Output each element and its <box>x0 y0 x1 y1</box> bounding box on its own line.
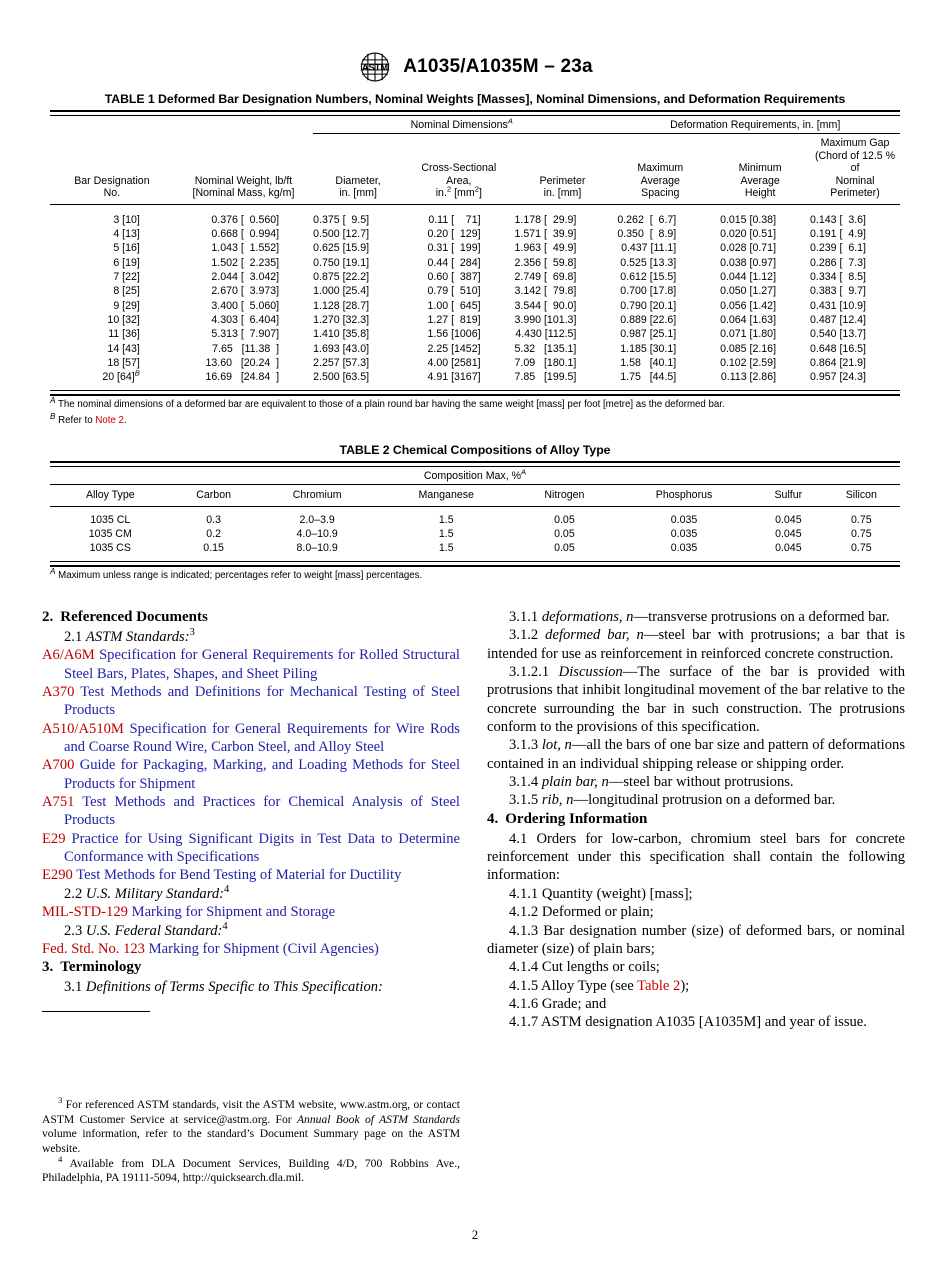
table-cell: 0.045 <box>775 513 802 526</box>
table-2-column-header: Manganese <box>418 489 474 501</box>
table-row <box>50 313 900 327</box>
table-cell: 0.038 [0.97] <box>720 256 777 269</box>
table-cell: 5.32 [135.1] <box>514 342 577 355</box>
table-1-block <box>50 92 900 428</box>
reference-name[interactable]: Marking for Shipment (Civil Agencies) <box>148 940 379 957</box>
reference-item[interactable] <box>42 683 460 720</box>
reference-item[interactable] <box>42 793 460 830</box>
definition-term: plain bar, n <box>541 774 609 791</box>
definition-item <box>487 663 905 736</box>
definition-item <box>487 791 905 809</box>
reference-id[interactable]: E29 <box>42 830 66 847</box>
reference-name[interactable]: Test Methods and Practices for Chemical Analysis of Steel Products <box>64 794 460 829</box>
table-cell: 0.056 [1.42] <box>720 299 777 312</box>
reference-name[interactable]: Test Methods for Bend Testing of Material for Ductility <box>72 867 402 884</box>
ordering-item-text: Bar designation number (size) of deformed bars, or nominal diameter (size) of plain bars; <box>487 922 905 957</box>
definition-number: 3.1.1 <box>509 609 542 625</box>
ordering-item <box>487 885 905 903</box>
table-2-column-header: Sulfur <box>774 489 803 501</box>
table-row <box>50 213 900 227</box>
reference-id[interactable]: A370 <box>42 684 75 701</box>
table-cell: 7.09 [180.1] <box>514 356 577 369</box>
table-1-group-header-row <box>50 116 900 134</box>
ordering-item-text: Cut lengths or coils; <box>541 959 660 976</box>
table-cell: 0.750 [19.1] <box>313 256 370 269</box>
table-1 <box>50 110 900 396</box>
table-cell: 5 [16] <box>113 242 140 255</box>
section-4-heading: 4. Ordering Information <box>487 810 648 827</box>
table-cell: 16.69 [24.84 ] <box>205 371 280 384</box>
table-2-column-header: Phosphorus <box>655 489 713 501</box>
definition-text: —all the bars of one bar size and pattern of deformations contained in an individual shipping release or shipping order. <box>487 737 906 772</box>
footnote-divider <box>42 1011 150 1012</box>
table-row <box>50 241 900 255</box>
col-maximum-average-spacing: Maximum Average Spacing <box>637 162 684 199</box>
table-cell: 0.75 <box>851 513 872 526</box>
page-number: 2 <box>471 1228 479 1242</box>
table-row <box>50 513 900 527</box>
table-cell: 4.00 [2581] <box>427 356 481 369</box>
table-2-column-header: Nitrogen <box>544 489 585 501</box>
reference-item[interactable] <box>42 646 460 683</box>
reference-name[interactable]: Specification for General Requirements for Wire Rods and Coarse Round Wire, Carbon Steel, and Alloy Steel <box>64 720 460 756</box>
definition-text: —longitudinal protrusion on a deformed bar. <box>573 792 836 809</box>
ordering-item-text: Alloy Type (see <box>541 977 638 994</box>
table-cell: 1.571 [ 39.9] <box>514 227 577 240</box>
table-cell: 0.3 <box>206 513 221 526</box>
table-2-footnote-a: $^A$ Maximum unless range is indicated; percentages refer to weight [mass] percentages. <box>50 566 423 581</box>
ordering-item <box>487 903 905 921</box>
table-cell: 3.142 [ 79.8] <box>514 285 577 298</box>
table-cell: 0.035 <box>670 513 698 526</box>
footnote-a-marker: A <box>50 395 56 405</box>
table-cell: 0.75 <box>851 542 872 555</box>
ordering-item <box>487 1013 905 1031</box>
table-cell: 1.693 [43.0] <box>313 342 370 355</box>
reference-name[interactable]: Specification for General Requirements for Rolled Structural Steel Bars, Plates, Shapes, and Sheet Piling <box>64 647 460 682</box>
col-perimeter: Perimeter in. [mm] <box>539 174 586 199</box>
table-cell: 0.44 [ 284] <box>427 256 481 269</box>
definition-number: 3.1.5 <box>509 792 542 809</box>
table-cell: 18 [57] <box>107 356 140 369</box>
table-cell: 0.015 [0.38] <box>720 213 777 226</box>
group-header-nominal-dimensions: Nominal Dimensions$^A$ <box>313 116 610 134</box>
table-cell: 0.064 [1.63] <box>720 313 777 326</box>
table-cell: 0.889 [22.6] <box>620 313 677 326</box>
note-2-crossref-link[interactable]: Note 2 <box>95 414 124 426</box>
table-cell: 0.044 [1.12] <box>720 270 777 283</box>
subsection-3-1: 3.1 Definitions of Terms Specific to This Specification: <box>64 979 383 996</box>
definition-term: deformed bar, n <box>545 627 644 644</box>
footnote-3: $^3$ For referenced ASTM standards, visit the ASTM website, www.astm.org, or contact ASTM Customer Service at service@astm.org. For Annual Book of ASTM Standards volume information, refer to the standard’s Document Summary page on the ASTM website. <box>42 1095 460 1155</box>
right-text-column <box>487 608 905 1032</box>
ordering-item-text: ); <box>680 977 690 994</box>
table-cell: 0.262 [ 6.7] <box>617 213 677 226</box>
reference-name[interactable]: Guide for Packaging, Marking, and Loading Methods for Steel Products for Shipment <box>64 757 460 792</box>
col-bar-designation: Bar Designation No. <box>74 174 150 199</box>
table-cell: 1035 CS <box>89 542 131 555</box>
definition-text: —The surface of the bar is provided with protrusions that inhibit longitudinal movement of the bar relative to the concrete surrounding the bar in such construction. The protrusions conform to the provisions of this specification. <box>487 664 906 736</box>
table-cell: 3 [10] <box>113 213 140 226</box>
reference-item[interactable] <box>42 720 460 757</box>
definition-number: 3.1.3 <box>509 737 542 754</box>
table-cell: 1.043 [ 1.552] <box>211 242 280 255</box>
table-row <box>50 527 900 541</box>
table-cell: 0.500 [12.7] <box>313 227 370 240</box>
table-cell: 7.65 [11.38 ] <box>212 342 280 355</box>
table-row <box>50 299 900 313</box>
table-cell: 2.670 [ 3.973] <box>211 285 280 298</box>
definition-text: —steel bar with protrusions; a bar that is intended for use as reinforcement in reinforced concrete construction. <box>487 627 906 662</box>
table-cell: 0.2 <box>206 527 221 540</box>
table-cell: 0.987 [25.1] <box>620 328 677 341</box>
table-cell: 4.91 [3167] <box>427 371 481 384</box>
table-2-block <box>50 443 900 583</box>
table-cell: 1.963 [ 49.9] <box>514 242 577 255</box>
ordering-item-text: Quantity (weight) [mass]; <box>541 885 693 902</box>
table-cell: 0.11 [ 71] <box>428 213 481 226</box>
table-cell: 0.239 [ 6.1] <box>810 242 866 255</box>
table-cell: 1035 CL <box>90 513 131 526</box>
definition-number: 3.1.2 <box>509 627 546 644</box>
table-cell: 0.648 [16.5] <box>810 342 866 355</box>
table-cell: 8.0–10.9 <box>296 542 338 555</box>
ordering-item-number: 4.1.3 <box>509 922 544 939</box>
reference-id[interactable]: A700 <box>42 757 75 774</box>
reference-item-military[interactable] <box>42 903 460 921</box>
table-cell: 4.430 [112.5] <box>515 328 577 341</box>
astm-standards-reference-list <box>42 646 460 884</box>
table-2-group-header-row <box>50 467 900 485</box>
table-cell: 2.044 [ 3.042] <box>211 270 280 283</box>
col-maximum-gap: Maximum Gap (Chord of 12.5 % of Nominal Perimeter) <box>814 137 896 199</box>
table-row <box>50 342 900 356</box>
table-cell: 0.431 [10.9] <box>810 299 866 312</box>
table-row <box>50 227 900 241</box>
table-cell: 0.875 [22.2] <box>313 270 370 283</box>
table-row <box>50 327 900 341</box>
definition-text: —steel bar without protrusions. <box>608 774 794 791</box>
table-cell: 0.143 [ 3.6] <box>810 213 866 226</box>
table-cell: 0.75 <box>851 527 872 540</box>
table-1-footnote-b: $^B$ Refer to Note 2. <box>50 411 127 426</box>
left-text-column <box>42 608 460 1018</box>
table-cell: 0.045 <box>775 527 802 540</box>
table-cell: 1.58 [40.1] <box>620 356 677 369</box>
table-row <box>50 270 900 284</box>
footnote-4: $^4$ Available from DLA Document Services, Building 4/D, 700 Robbins Ave., Philadelphia, PA 19111-5094, http://quicksearch.dla.mil. <box>42 1153 461 1185</box>
group-header-deformation-requirements: Deformation Requirements, in. [mm] <box>610 116 900 134</box>
table-cell: 1.5 <box>438 542 454 555</box>
table-cell: 0.05 <box>554 513 575 526</box>
table-2-crossref-link[interactable]: Table 2 <box>637 977 681 994</box>
table-2-body <box>50 513 900 556</box>
footnote-b-marker: B <box>134 368 140 378</box>
table-cell: 0.020 [0.51] <box>720 227 777 240</box>
table-cell: 2.0–3.9 <box>299 513 335 526</box>
definition-text: —transverse protrusions on a deformed bar. <box>633 609 890 625</box>
table-2-column-header: Alloy Type <box>85 489 135 501</box>
table-cell: 0.540 [13.7] <box>810 328 866 341</box>
table-cell: 2.500 [63.5] <box>313 371 370 384</box>
table-cell: 1.00 [ 645] <box>427 299 481 312</box>
section-3-heading: 3. Terminology <box>42 959 142 976</box>
table-cell: 0.375 [ 9.5] <box>313 213 370 226</box>
table-cell: 0.050 [1.27] <box>720 285 777 298</box>
table-cell: 20 $[64]^B$ <box>102 368 140 384</box>
table-cell: 0.700 [17.8] <box>620 285 677 298</box>
definition-number: 3.1.4 <box>509 774 542 791</box>
table-cell: 0.31 [ 199] <box>427 242 481 255</box>
ordering-item-number: 4.1.2 <box>509 904 542 921</box>
table-cell: 0.487 [12.4] <box>810 313 866 326</box>
table-cell: 0.334 [ 8.5] <box>810 270 866 283</box>
reference-item-federal[interactable] <box>42 940 460 958</box>
table-cell: 0.60 [ 387] <box>427 270 481 283</box>
table-cell: 1.128 [28.7] <box>313 299 370 312</box>
table-1-title: TABLE 1 Deformed Bar Designation Numbers, Nominal Weights [Masses], Nominal Dimensions, and Deformation Requirements <box>104 92 846 106</box>
definition-item <box>487 773 905 791</box>
col-minimum-average-height: Minimum Average Height <box>738 162 782 199</box>
page-header <box>0 52 950 82</box>
table-2-column-header: Silicon <box>845 489 877 501</box>
table-cell: 5.313 [ 7.907] <box>211 328 280 341</box>
ordering-information-list <box>487 885 905 1032</box>
ordering-item-text: Deformed or plain; <box>541 904 654 921</box>
ordering-item <box>487 977 905 995</box>
table-2-column-header: Carbon <box>196 489 231 501</box>
table-cell: 0.102 [2.59] <box>720 356 777 369</box>
table-cell: 1.5 <box>438 527 454 540</box>
table-cell: 13.60 [20.24 ] <box>205 356 280 369</box>
table-cell: 0.376 [ 0.560] <box>211 213 280 226</box>
paragraph-4-1: 4.1 Orders for low-carbon, chromium steel bars for concrete reinforcement under this specification shall contain the following information: <box>487 830 905 884</box>
footnote-b-marker: B <box>50 411 56 421</box>
table-2-column-header: Chromium <box>292 489 342 501</box>
table-2-footnote-marker: A <box>50 566 56 576</box>
col-cross-sectional-area: Cross-Sectional Area, in.$^2$ $[mm^2]$ <box>421 162 497 199</box>
table-cell: 0.05 <box>554 542 575 555</box>
table-cell: 0.15 <box>203 542 224 555</box>
reference-item[interactable] <box>42 756 460 793</box>
reference-id[interactable]: Fed. Std. No. 123 <box>42 940 145 957</box>
ordering-item-text: ASTM designation A1035 [A1035M] and year of issue. <box>541 1014 867 1031</box>
table-cell: 0.437 [11.1] <box>621 242 677 255</box>
definition-item <box>487 608 905 626</box>
ordering-item-number: 4.1.6 <box>509 995 542 1012</box>
table-cell: 0.79 [ 510] <box>427 285 481 298</box>
ordering-item-number: 4.1.7 <box>509 1014 542 1031</box>
subsection-2-2: 2.2 U.S. Military Standard:$^4$ <box>64 883 230 902</box>
subsection-2-1: 2.1 ASTM Standards:$^3$ <box>64 627 195 645</box>
table-1-column-header-row <box>50 134 900 205</box>
group-header-composition-max: Composition Max, %$^A$ <box>423 467 527 482</box>
table-1-body <box>50 213 900 385</box>
ordering-item <box>487 922 905 959</box>
table-cell: 11 [36] <box>108 328 140 341</box>
table-cell: 3.990 [101.3] <box>514 313 577 326</box>
table-cell: 7 [22] <box>113 270 140 283</box>
definition-term: lot, n <box>541 737 572 754</box>
terminology-definition-list <box>487 608 905 810</box>
table-row <box>50 284 900 298</box>
table-cell: 0.350 [ 8.9] <box>617 227 677 240</box>
document-designation: A1035/A1035M – 23a <box>403 56 593 77</box>
table-cell: 1035 CM <box>88 527 132 540</box>
reference-id[interactable]: A751 <box>42 794 75 811</box>
table-cell: 2.749 [ 69.8] <box>514 270 577 283</box>
table-row <box>50 356 900 370</box>
ordering-item <box>487 958 905 976</box>
reference-name[interactable]: Practice for Using Significant Digits in Test Data to Determine Conformance with Specifications <box>64 830 460 866</box>
table-cell: 1.5 <box>438 513 454 526</box>
table-cell: 1.56 [1006] <box>427 328 481 341</box>
table-cell: 6 [19] <box>113 256 140 269</box>
reference-name[interactable]: Marking for Shipment and Storage <box>131 904 336 921</box>
table-cell: 8 [25] <box>113 285 140 298</box>
table-1-footnote-a: $^A$ The nominal dimensions of a deformed bar are equivalent to those of a plain round bar having the same weight [mass] per foot [metre] as the deformed bar. <box>50 395 725 410</box>
page-footnotes <box>42 1095 461 1186</box>
table-cell: 0.05 <box>554 527 575 540</box>
table-cell: 0.113 [2.86] <box>720 371 777 384</box>
table-cell: 1.178 [ 29.9] <box>514 213 577 226</box>
reference-item[interactable] <box>42 866 460 884</box>
table-cell: 9 [29] <box>113 299 140 312</box>
table-cell: 2.257 [57.3] <box>313 356 370 369</box>
table-cell: 2.356 [ 59.8] <box>514 256 577 269</box>
definition-term: rib, n <box>541 792 574 809</box>
table-cell: 4 [13] <box>113 227 140 240</box>
ordering-item-number: 4.1.1 <box>509 885 542 902</box>
table-cell: 0.085 [2.16] <box>720 342 777 355</box>
ordering-item-text: Grade; and <box>541 995 607 1012</box>
table-row <box>50 541 900 555</box>
table-cell: 0.383 [ 9.7] <box>810 285 866 298</box>
definition-term: deformations, n <box>541 609 634 625</box>
ordering-item <box>487 995 905 1013</box>
ordering-item-number: 4.1.4 <box>509 959 542 976</box>
table-cell: 14 [43] <box>107 342 140 355</box>
table-row <box>50 256 900 270</box>
section-2-heading: 2. Referenced Documents <box>42 609 208 625</box>
table-cell: 0.668 [ 0.994] <box>211 227 280 240</box>
col-diameter: Diameter, in. [mm] <box>335 174 381 199</box>
reference-id[interactable]: A510/A510M <box>42 720 124 737</box>
table-cell: 7.85 [199.5] <box>514 371 577 384</box>
reference-item[interactable] <box>42 830 460 867</box>
astm-logo-icon <box>357 52 393 82</box>
table-cell: 0.864 [21.9] <box>810 356 866 369</box>
definition-number: 3.1.2.1 <box>509 664 559 681</box>
table-cell: 1.27 [ 819] <box>427 313 481 326</box>
table-row <box>50 370 900 384</box>
table-cell: 0.957 [24.3] <box>810 371 866 384</box>
table-cell: 1.502 [ 2.235] <box>211 256 280 269</box>
table-cell: 2.25 [1452] <box>427 342 481 355</box>
table-cell: 0.286 [ 7.3] <box>810 256 866 269</box>
table-cell: 1.410 [35.8] <box>313 328 370 341</box>
table-cell: 1.270 [32.3] <box>313 313 370 326</box>
table-cell: 0.20 [ 129] <box>427 227 481 240</box>
table-cell: 0.045 <box>775 542 802 555</box>
definition-term: Discussion <box>558 664 623 681</box>
table-cell: 0.035 <box>670 527 698 540</box>
table-cell: 0.071 [1.80] <box>720 328 777 341</box>
reference-name[interactable]: Test Methods and Definitions for Mechanical Testing of Steel Products <box>64 684 460 719</box>
table-cell: 3.400 [ 5.060] <box>211 299 280 312</box>
col-nominal-weight: Nominal Weight, lb/ft [Nominal Mass, kg/m] <box>192 174 295 199</box>
ordering-item-number: 4.1.5 <box>509 977 542 994</box>
definition-item <box>487 736 905 773</box>
table-cell: 1.185 [30.1] <box>620 342 677 355</box>
table-cell: 10 [32] <box>107 313 140 326</box>
table-cell: 0.612 [15.5] <box>620 270 677 283</box>
reference-id[interactable]: E290 <box>42 867 73 884</box>
reference-id[interactable]: MIL-STD-129 <box>42 904 128 921</box>
table-cell: 1.000 [25.4] <box>313 285 370 298</box>
table-2 <box>50 461 900 567</box>
table-cell: 0.191 [ 4.9] <box>810 227 866 240</box>
table-cell: 0.790 [20.1] <box>620 299 677 312</box>
reference-id[interactable]: A6/A6M <box>42 647 95 664</box>
table-cell: 0.525 [13.3] <box>620 256 677 269</box>
table-cell: 0.625 [15.9] <box>313 242 370 255</box>
svg-text:ASTM: ASTM <box>362 62 389 73</box>
table-cell: 0.035 <box>670 542 698 555</box>
subsection-2-3: 2.3 U.S. Federal Standard:$^4$ <box>64 920 228 939</box>
table-2-column-header-row <box>50 486 900 506</box>
definition-item <box>487 626 905 663</box>
table-cell: 4.303 [ 6.404] <box>211 313 280 326</box>
table-cell: 1.75 [44.5] <box>620 371 677 384</box>
table-cell: 3.544 [ 90.0] <box>514 299 577 312</box>
table-2-title: TABLE 2 Chemical Compositions of Alloy Type <box>339 443 611 457</box>
table-cell: 4.0–10.9 <box>296 527 338 540</box>
table-cell: 0.028 [0.71] <box>720 242 777 255</box>
